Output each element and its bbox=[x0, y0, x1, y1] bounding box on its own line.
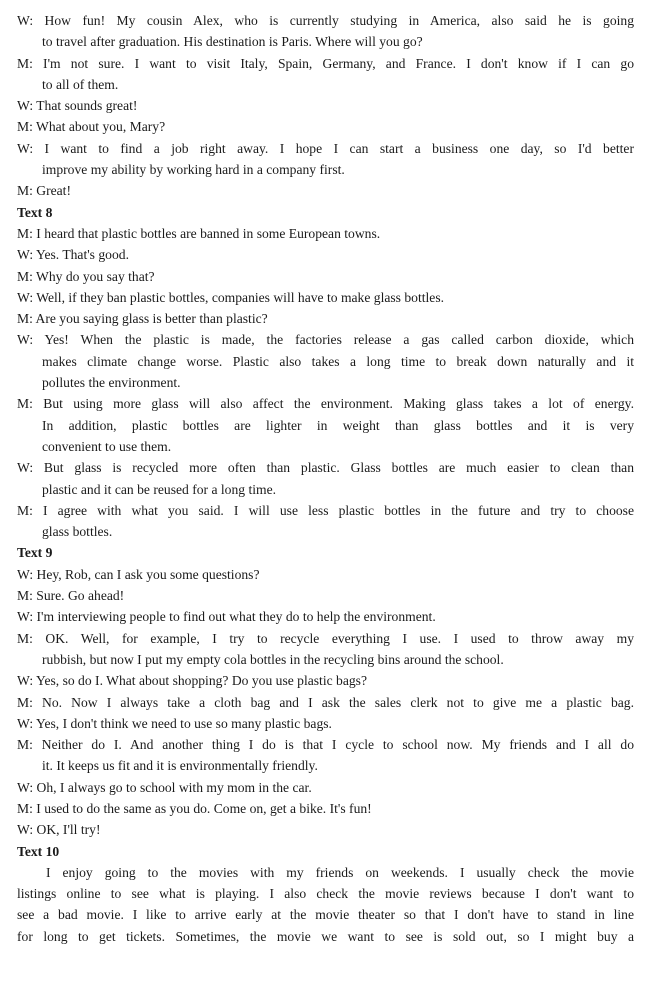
dialogue-line: M: Why do you say that? bbox=[17, 268, 155, 284]
dialogue-line: M: Neither do I. And another thing I do is that I cycle to school now. My friends and I all do bbox=[17, 737, 634, 753]
dialogue-line: rubbish, but now I put my empty cola bottles in the recycling bins around the school. bbox=[42, 651, 504, 667]
section-heading-text-10: Text 10 bbox=[17, 843, 60, 859]
dialogue-line: W: Oh, I always go to school with my mom in the car. bbox=[17, 779, 312, 795]
passage-line: I enjoy going to the movies with my friends on weekends. I usually check the movie bbox=[46, 864, 634, 880]
dialogue-line: W: Well, if they ban plastic bottles, companies will have to make glass bottles. bbox=[17, 289, 445, 305]
dialogue-line: M: I agree with what you said. I will use less plastic bottles in the future and try to choose bbox=[17, 502, 634, 518]
dialogue-line: W: That sounds great! bbox=[17, 98, 138, 114]
dialogue-line: W: I'm interviewing people to find out what they do to help the environment. bbox=[17, 609, 436, 625]
dialogue-line: W: Hey, Rob, can I ask you some questions? bbox=[17, 566, 260, 582]
dialogue-line: M: I heard that plastic bottles are banned in some European towns. bbox=[17, 225, 381, 241]
dialogue-line: W: How fun! My cousin Alex, who is currently studying in America, also said he is going bbox=[17, 13, 634, 28]
dialogue-line: it. It keeps us fit and it is environmentally friendly. bbox=[42, 758, 318, 774]
dialogue-line: glass bottles. bbox=[42, 524, 113, 540]
dialogue-line: W: Yes. That's good. bbox=[17, 247, 129, 263]
dialogue-line: M: Sure. Go ahead! bbox=[17, 588, 125, 604]
dialogue-line: M: OK. Well, for example, I try to recycle everything I use. I used to throw away my bbox=[17, 630, 634, 646]
dialogue-line: W: Yes, so do I. What about shopping? Do you use plastic bags? bbox=[17, 673, 367, 689]
dialogue-line: pollutes the environment. bbox=[42, 375, 181, 391]
passage-line: listings online to see what is playing. I also check the movie reviews because I don't want to bbox=[17, 886, 634, 902]
dialogue-line: M: What about you, Mary? bbox=[17, 119, 166, 135]
dialogue-line: M: Great! bbox=[17, 183, 71, 199]
dialogue-line: W: I want to find a job right away. I hope I can start a business one day, so I'd better bbox=[17, 140, 634, 156]
dialogue-line: to travel after graduation. His destination is Paris. Where will you go? bbox=[42, 34, 423, 50]
dialogue-line: to all of them. bbox=[42, 76, 119, 92]
section-heading-text-8: Text 8 bbox=[17, 204, 53, 220]
dialogue-line: M: But using more glass will also affect the environment. Making glass takes a lot of energy. bbox=[17, 396, 634, 412]
passage-line: for long to get tickets. Sometimes, the movie we want to see is sold out, so I might buy a bbox=[17, 928, 634, 944]
dialogue-line: W: But glass is recycled more often than plastic. Glass bottles are much easier to clean than bbox=[17, 460, 634, 476]
dialogue-line: W: Yes! When the plastic is made, the factories release a gas called carbon dioxide, which bbox=[17, 332, 634, 348]
dialogue-line: makes climate change worse. Plastic also takes a long time to break down naturally and it bbox=[42, 353, 634, 369]
dialogue-line: M: I used to do the same as you do. Come on, get a bike. It's fun! bbox=[17, 800, 372, 816]
dialogue-line: M: No. Now I always take a cloth bag and I ask the sales clerk not to give me a plastic bag. bbox=[17, 694, 634, 710]
dialogue-line: M: Are you saying glass is better than plastic? bbox=[17, 311, 268, 327]
dialogue-line: W: Yes, I don't think we need to use so many plastic bags. bbox=[17, 715, 332, 731]
passage-line: see a bad movie. I like to arrive early at the movie theater so that I don't have to stand in line bbox=[17, 907, 634, 923]
dialogue-line: convenient to use them. bbox=[42, 438, 172, 454]
dialogue-line: M: I'm not sure. I want to visit Italy, Spain, Germany, and France. I don't know if I can go bbox=[17, 55, 634, 71]
dialogue-line: In addition, plastic bottles are lighter in weight than glass bottles and it is very bbox=[42, 417, 634, 433]
dialogue-line: W: OK, I'll try! bbox=[17, 822, 101, 838]
dialogue-line: improve my ability by working hard in a company first. bbox=[42, 162, 345, 178]
section-heading-text-9: Text 9 bbox=[17, 545, 53, 561]
dialogue-line: plastic and it can be reused for a long time. bbox=[42, 481, 277, 497]
